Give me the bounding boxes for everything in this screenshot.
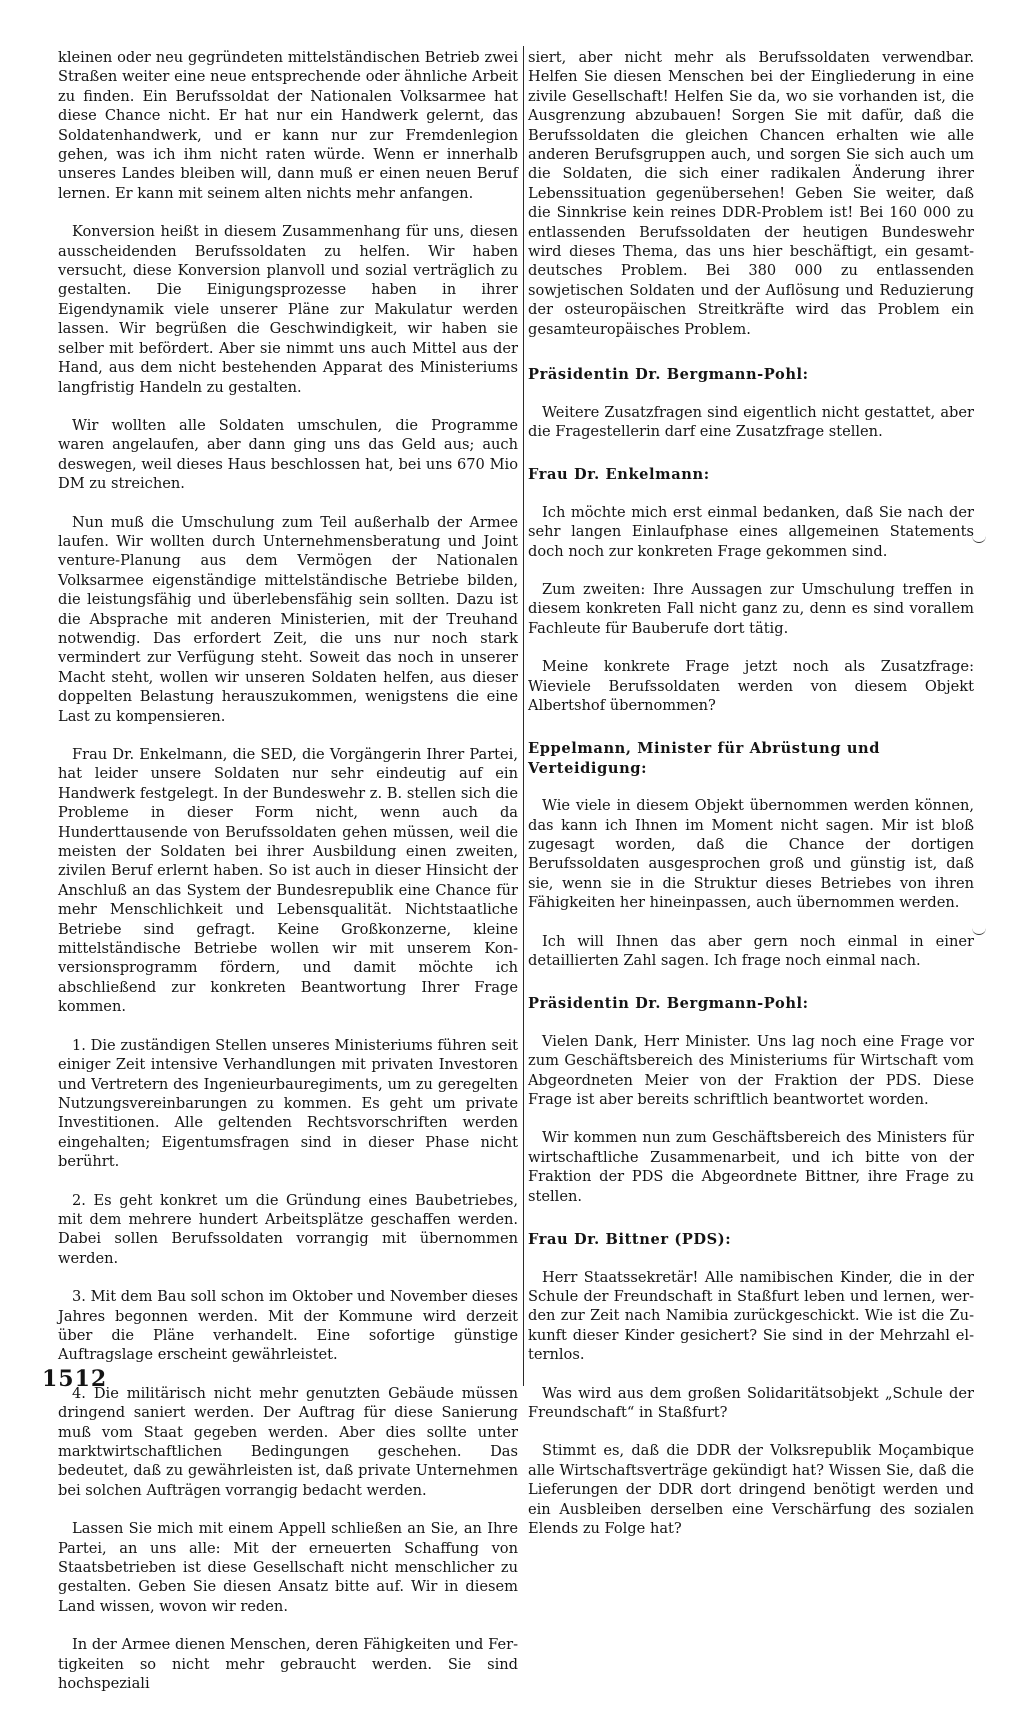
paragraph: Stimmt es, daß die DDR der Volksrepublik Moçambique alle Wirtschaftsverträge gekündigt hat? Wissen Sie, daß die Lieferungen der DDR dort dringend benötigt werden und ein Ausbleiben derselben eine Verschärfung des sozialen Elends zu Folge hat?: [528, 1442, 974, 1537]
paragraph: Ich möchte mich erst einmal bedanken, daß Sie nach der sehr langen Einlaufphase eines allgemeinen Statements doch noch zur konkreten Frage gekommen sind.: [528, 503, 974, 560]
paragraph: siert, aber nicht mehr als Berufssoldaten verwendbar. Helfen Sie diesen Menschen bei der Eingliederung in eine zivile Gesellschaft! Helfen Sie da, wo sie vorhanden ist, die Ausgrenzung abzubauen! Sorgen Sie mit dafür, daß die Berufssoldaten die gleichen Chancen erhalten wie alle anderen Berufsgruppen auch, und sorgen Sie sich auch um die Soldaten, die sich einer radikalen Änderung ihrer Lebenssituation gegenübersehen! Geben Sie weiter, daß die Sinnkrise kein reines DDR-Problem ist! Bei 160 000 zu entlassenden Berufssoldaten der heutigen Bundeswehr wird dieses Thema, das uns hier beschäftigt, ein gesamtdeutsches Problem. Bei 380 000 zu entlassenden sowjetischen Soldaten und der Auflösung und Reduzierung der osteuropäischen Streitkräfte wird das Problem ein gesamteuropäisches Problem.: [528, 49, 974, 338]
paragraph: In der Armee dienen Menschen, deren Fähigkeiten und Fertigkeiten so nicht mehr gebraucht werden. Sie sind hochspeziali: [58, 1636, 518, 1693]
paragraph: Wir kommen nun zum Geschäftsbereich des Ministers für wirtschaftliche Zusammenarbeit, und ich bitte von der Fraktion der PDS die Abgeordnete Bittner, ihre Frage zu stellen.: [528, 1129, 974, 1205]
paragraph: Frau Dr. Enkelmann, die SED, die Vorgängerin Ihrer Partei, hat leider unsere Soldaten nur sehr eindeutig auf ein Handwerk festgelegt. In der Bundeswehr z. B. stellen sich die Probleme in dieser Form nicht, wenn auch da Hunderttausende von Berufssoldaten gehen müssen, weil die meisten der Soldaten bei ihrer Ausbildung einen zweiten, zivilen Beruf erlernt haben. So ist auch in dieser Hinsicht der Anschluß an das System der Bundesrepublik eine Chance für mehr Menschlichkeit und Lebensqualität. Nichtstaatliche Betriebe sind gefragt. Keine Großkonzerne, kleine mittelständische Betriebe wollen wir mit unserem Konversionsprogramm fördern, und damit möchte ich abschließend zur konkreten Beantwortung Ihrer Frage kommen.: [58, 746, 518, 1016]
right-column: [528, 48, 974, 1557]
paragraph: Wie viele in diesem Objekt übernommen werden können, das kann ich Ihnen im Moment nicht sagen. Mir ist bloß zugesagt worden, daß die Chance der dortigen Berufssoldaten ausgesprochen groß und günstig ist, daß sie, wenn sie in die Struktur dieses Betriebes von ihren Fähigkeiten her hineinpassen, auch übernommen werden.: [528, 797, 974, 912]
paragraph: Was wird aus dem großen Solidaritätsobjekt „Schule der Freundschaft“ in Staßfurt?: [528, 1384, 974, 1421]
paragraph: kleinen oder neu gegründeten mittelständischen Betrieb zwei Straßen weiter eine neue entsprechende oder ähnliche Arbeit zu finden. Ein Berufssoldat der Nationalen Volksarmee hat diese Chance nicht. Er hat nur ein Handwerk gelernt, das Soldatenhandwerk, und er kann nur zur Fremdenlegion gehen, was ich ihm nicht raten würde. Wenn er innerhalb unseres Landes bleiben will, dann muß er einen neuen Beruf lernen. Er kann mit seinem alten nichts mehr anfangen.: [58, 49, 518, 202]
paragraph: Herr Staatssekretär! Alle namibischen Kinder, die in der Schule der Freundschaft in Staßfurt leben und lernen, werden zur Zeit nach Namibia zurückgeschickt. Wie ist die Zukunft dieser Kinder gesichert? Sie sind in der Mehrzahl elternlos.: [528, 1268, 974, 1364]
paragraph: Zum zweiten: Ihre Aussagen zur Umschulung treffen in diesem konkreten Fall nicht ganz zu, denn es sind vorallem Fachleute für Bauberufe dort tätig.: [528, 580, 974, 637]
page-number: 1512: [42, 1366, 108, 1392]
paragraph: Meine konkrete Frage jetzt noch als Zusatzfrage: Wieviele Berufssoldaten werden von diesem Objekt Albertshof übernommen?: [528, 658, 974, 714]
column-divider: [523, 46, 524, 1386]
paragraph: Vielen Dank, Herr Minister. Uns lag noch eine Frage vor zum Geschäftsbereich des Ministeriums für Wirtschaft vom Abgeordneten Meier von der Fraktion der PDS. Diese Frage ist aber bereits schriftlich beantwortet worden.: [528, 1032, 974, 1109]
speaker-heading: Frau Dr. Enkelmann:: [528, 466, 710, 484]
paragraph: Ich will Ihnen das aber gern noch einmal in einer detaillierten Zahl sagen. Ich frage noch einmal nach.: [528, 932, 974, 970]
paragraph: Nun muß die Umschulung zum Teil außerhalb der Armee laufen. Wir wollten durch Unternehmensberatung und Joint venture-Planung aus dem Vermögen der Nationalen Volksarmee eigenständige mittelständische Betriebe bilden, die leistungsfähig und überlebensfähig sein sollten. Dazu ist die Absprache mit anderen Ministerien, mit der Treuhand notwendig. Das erfordert Zeit, die uns nur noch stark vermindert zur Verfügung steht. Soweit das noch in unserer Macht steht, wollen wir unseren Soldaten helfen, aus dieser doppelten Belastung herauszukommen, wenigstens die eine Last zu kompensieren.: [58, 513, 518, 725]
paragraph: Konversion heißt in diesem Zusammenhang für uns, diesen ausscheidenden Berufssoldaten zu helfen. Wir haben versucht, diese Konversion planvoll und sozial verträglich zu gestalten. Die Einigungsprozesse haben in ihrer Eigendynamik viele unserer Pläne zur Makulatur werden lassen. Wir begrüßen die Geschwindigkeit, wir haben sie selber mit befördert. Aber sie nimmt uns auch Mittel aus der Hand, aus dem nicht bestehenden Apparat des Ministeriums langfristig Handeln zu gestalten.: [58, 223, 518, 396]
speaker-heading: Präsidentin Dr. Bergmann-Pohl:: [528, 995, 809, 1013]
speaker-heading: Frau Dr. Bittner (PDS):: [528, 1231, 732, 1249]
numbered-paragraph: 1. Die zuständigen Stellen unseres Ministeriums führen seit einiger Zeit intensive Verhandlungen mit privaten Investoren und Vertretern des Ingenieurbauregiments, um zu geregelten Nutzungsvereinbarungen zu kommen. Es geht um private Investitionen. Alle geltenden Rechtsvorschriften werden eingehalten; Eigentumsfragen sind in dieser Phase nicht berührt.: [58, 1036, 518, 1171]
numbered-paragraph: 2. Es geht konkret um die Gründung eines Baubetriebes, mit dem mehrere hundert Arbeitsplätze geschaffen werden. Dabei sollen Berufssoldaten vorrangig mit übernommen werden.: [58, 1191, 518, 1267]
speaker-heading: Eppelmann, Minister für Abrüstung und Verteidigung:: [528, 740, 881, 777]
speaker-heading: Präsidentin Dr. Bergmann-Pohl:: [528, 366, 809, 384]
margin-mark: [972, 928, 986, 935]
numbered-paragraph: 3. Mit dem Bau soll schon im Oktober und November dieses Jahres begonnen werden. Mit der Kommune wird derzeit über die Pläne verhandelt. Eine sofortige günstige Auftragslage erscheint gewährleistet.: [58, 1288, 518, 1364]
paragraph: Lassen Sie mich mit einem Appell schließen an Sie, an Ihre Partei, an uns alle: Mit der erneuerten Schaffung von Staatsbetrieben ist diese Gesellschaft nicht menschlicher zu gestalten. Geben Sie diesen Ansatz bitte auf. Wir in diesem Land wissen, wovon wir reden.: [58, 1520, 518, 1615]
paragraph: Wir wollten alle Soldaten umschulen, die Programme waren angelaufen, aber dann ging uns das Geld aus; auch deswegen, weil dieses Haus beschlossen hat, bei uns 670 Mio DM zu streichen.: [58, 416, 518, 493]
margin-mark: [972, 536, 986, 543]
left-column: [58, 48, 518, 1712]
paragraph: Weitere Zusatzfragen sind eigentlich nicht gestattet, aber die Fragestellerin darf eine Zusatzfrage stellen.: [528, 403, 974, 440]
numbered-paragraph: 4. Die militärisch nicht mehr genutzten Gebäude müssen dringend saniert werden. Der Auftrag für diese Sanierung muß vom Staat gegeben werden. Aber dies sollte unter marktwirtschaftlichen Bedingungen geschehen. Das bedeutet, daß zu gewährleisten ist, daß private Unternehmen bei solchen Aufträgen vorrangig bedacht werden.: [58, 1384, 518, 1499]
